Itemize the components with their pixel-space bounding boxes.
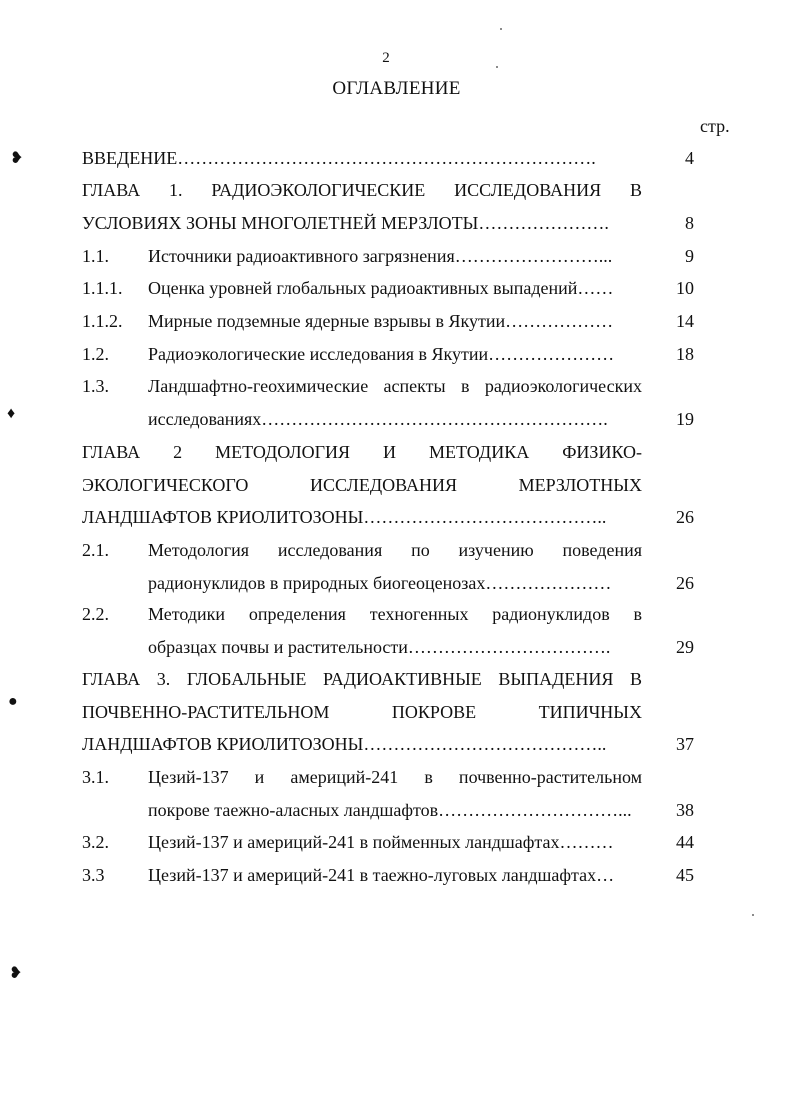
hole-punch-mark-icon: ● xyxy=(8,693,18,710)
page-number: 2 xyxy=(382,50,390,66)
hole-punch-mark-icon: ♦ xyxy=(7,405,16,422)
toc-entry-title: Цезий-137 и америций-241 в таежно-луговых ландшафтах… xyxy=(148,865,615,885)
scan-speck xyxy=(496,66,498,68)
toc-entry-section-1-1-2[interactable] xyxy=(82,305,694,338)
toc-entry-section-3-2[interactable] xyxy=(82,826,694,859)
hole-punch-mark-icon: ❥ xyxy=(10,150,24,167)
toc-entry-number: 1.2. xyxy=(82,344,109,364)
page-column-header: стр. xyxy=(700,116,730,136)
toc-entry-title-continued: ПОЧВЕННО-РАСТИТЕЛЬНОМ ПОКРОВЕ ТИПИЧНЫХ xyxy=(82,701,642,722)
toc-entry-number: 1.1.1. xyxy=(82,278,123,298)
toc-entry-section-2-2[interactable] xyxy=(82,598,694,663)
toc-entry-number: 1.3. xyxy=(82,376,109,396)
toc-entry-page: 4 xyxy=(685,148,694,168)
page-title: ОГЛАВЛЕНИЕ xyxy=(332,78,461,99)
toc-entry-title: Методология исследования по изучению поведения xyxy=(148,540,642,560)
toc-entry-section-1-1-1[interactable] xyxy=(82,272,694,305)
toc-entry-title-continued: ЛАНДШАФТОВ КРИОЛИТОЗОНЫ………………………………….. xyxy=(82,734,607,755)
toc-entry-chapter-1[interactable] xyxy=(82,174,694,239)
toc-entry-page: 37 xyxy=(676,734,694,755)
toc-entry-introduction[interactable] xyxy=(82,142,694,175)
toc-entry-page: 38 xyxy=(676,799,694,820)
toc-entry-title: Мирные подземные ядерные взрывы в Якутии……………… xyxy=(148,311,614,331)
toc-entry-page: 44 xyxy=(676,832,694,852)
toc-entry-chapter-3[interactable] xyxy=(82,663,694,761)
toc-entry-title: Методики определения техногенных радионуклидов в xyxy=(148,604,642,624)
toc-entry-page: 10 xyxy=(676,278,694,298)
toc-entry-page: 18 xyxy=(676,344,694,364)
toc-entry-title-continued: радионуклидов в природных биогеоценозах………………… xyxy=(148,572,612,593)
toc-entry-number: 1.1.2. xyxy=(82,311,123,331)
scan-speck xyxy=(752,914,754,916)
toc-entry-page: 19 xyxy=(676,408,694,429)
toc-entry-page: 9 xyxy=(685,246,694,266)
toc-entry-number: 2.2. xyxy=(82,604,109,624)
toc-entry-page: 8 xyxy=(685,212,694,233)
toc-entry-section-1-2[interactable] xyxy=(82,338,694,371)
toc-entry-section-2-1[interactable] xyxy=(82,534,694,599)
toc-entry-number: 3.3 xyxy=(82,865,105,885)
toc-entry-title: Оценка уровней глобальных радиоактивных выпадений…… xyxy=(148,278,614,298)
toc-entry-page: 29 xyxy=(676,636,694,657)
toc-entry-title: Источники радиоактивного загрязнения……………………... xyxy=(148,246,613,266)
toc-entry-title-continued: исследованиях…………………………………………………. xyxy=(148,408,608,429)
toc-entry-number: 3.1. xyxy=(82,767,109,787)
toc-entry-title-continued: УСЛОВИЯХ ЗОНЫ МНОГОЛЕТНЕЙ МЕРЗЛОТЫ…………………. xyxy=(82,212,609,233)
toc-entry-title: Радиоэкологические исследования в Якутии………………… xyxy=(148,344,615,364)
hole-punch-mark-icon: ❥ xyxy=(9,965,23,982)
toc-entry-page: 26 xyxy=(676,507,694,528)
toc-entry-section-1-3[interactable] xyxy=(82,370,694,435)
toc-entry-section-3-3[interactable] xyxy=(82,859,694,892)
toc-entry-number: 1.1. xyxy=(82,246,109,266)
toc-entry-title: Ландшафтно-геохимические аспекты в радиоэкологических xyxy=(148,376,642,396)
toc-entry-chapter-2[interactable] xyxy=(82,436,694,534)
toc-entry-page: 14 xyxy=(676,311,694,331)
toc-entry-title: Цезий-137 и америций-241 в почвенно-растительном xyxy=(148,767,642,787)
toc-entry-title-continued: образцах почвы и растительности……………………………. xyxy=(148,636,611,657)
toc-entry-title-continued: ЛАНДШАФТОВ КРИОЛИТОЗОНЫ………………………………….. xyxy=(82,507,607,528)
toc-entry-page: 45 xyxy=(676,865,694,885)
toc-entry-number: 3.2. xyxy=(82,832,109,852)
toc-entry-section-3-1[interactable] xyxy=(82,761,694,826)
toc-entry-title-continued: ЭКОЛОГИЧЕСКОГО ИССЛЕДОВАНИЯ МЕРЗЛОТНЫХ xyxy=(82,474,642,495)
toc-entry-title: ГЛАВА 2 МЕТОДОЛОГИЯ И МЕТОДИКА ФИЗИКО- xyxy=(82,442,642,462)
toc-entry-number: 2.1. xyxy=(82,540,109,560)
toc-entry-section-1-1[interactable] xyxy=(82,240,694,273)
toc-entry-title: ГЛАВА 1. РАДИОЭКОЛОГИЧЕСКИЕ ИССЛЕДОВАНИЯ В xyxy=(82,180,642,200)
toc-entry-title-continued: покрове таежно-аласных ландшафтов…………………………... xyxy=(148,799,632,820)
toc-entry-page: 26 xyxy=(676,572,694,593)
toc-entry-title: ГЛАВА 3. ГЛОБАЛЬНЫЕ РАДИОАКТИВНЫЕ ВЫПАДЕНИЯ В xyxy=(82,669,642,689)
toc-entry-title: ВВЕДЕНИЕ……………………………………………………………. xyxy=(82,148,596,168)
scan-speck xyxy=(500,28,502,30)
toc-entry-title: Цезий-137 и америций-241 в пойменных ландшафтах……… xyxy=(148,832,614,852)
